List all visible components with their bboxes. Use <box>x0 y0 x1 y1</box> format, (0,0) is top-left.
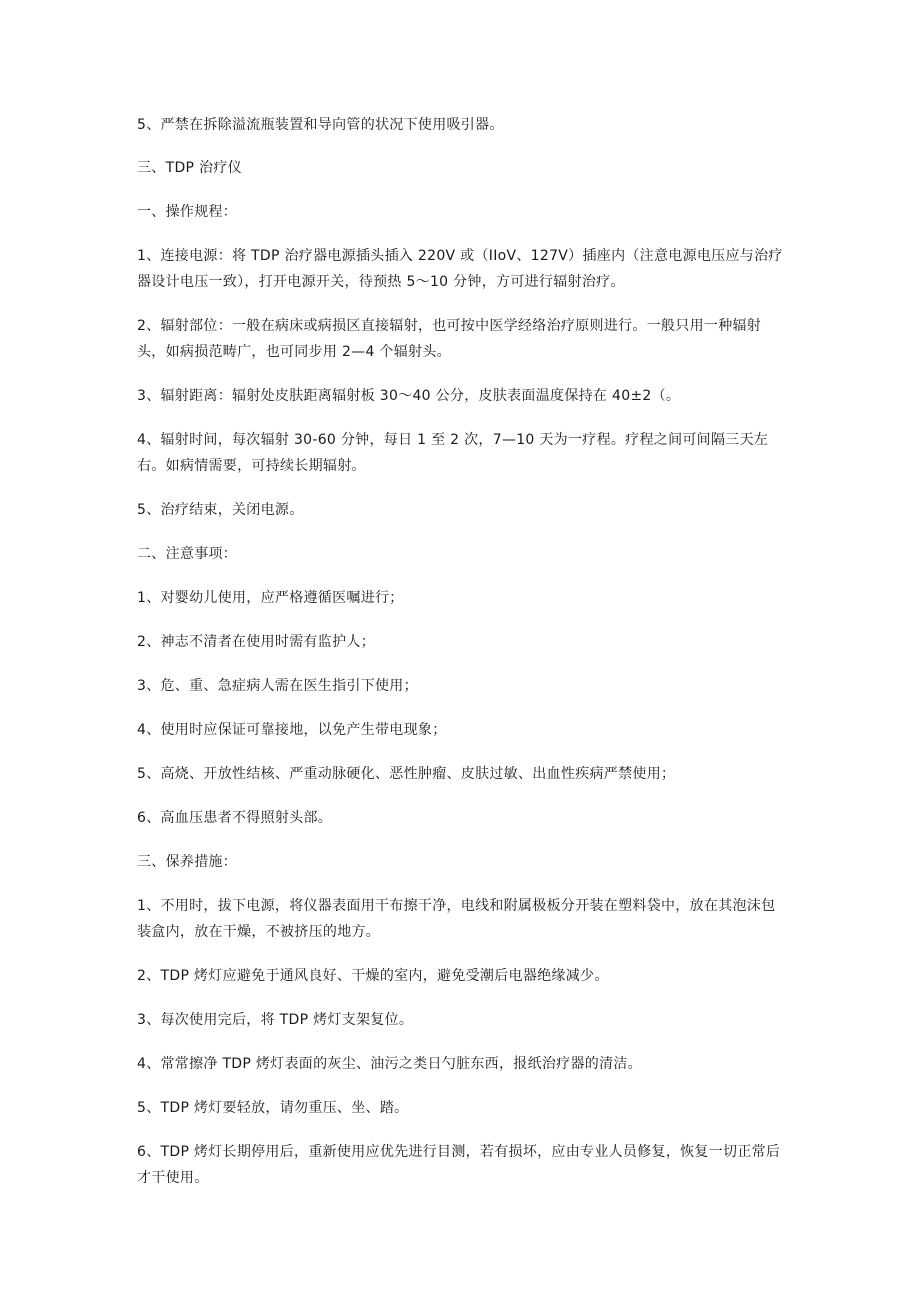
paragraph-hypertension: 6、高血压患者不得照射头部。 <box>137 810 333 826</box>
subheading-precautions: 二、注意事项： <box>137 546 238 562</box>
subheading-operating-procedures: 一、操作规程： <box>137 204 238 220</box>
paragraph-radiation-time: 4、辐射时间，每次辐射 30-60 分钟，每日 1 至 2 次，7—10 天为一疗程。疗程之间可间隔三天左右。如病情需要，可持续长期辐射。 <box>137 432 769 474</box>
paragraph-long-term-storage: 6、TDP 烤灯长期停用后，重新使用应优先进行目测，若有损坏，应由专业人员修复，恢复一切正常后才干使用。 <box>137 1144 781 1186</box>
paragraph-contraindications: 5、高烧、开放性结核、严重动脉硬化、恶性肿瘤、皮肤过敏、出血性疾病严禁使用； <box>137 766 676 782</box>
paragraph-avoid-moisture: 2、TDP 烤灯应避免于通风良好、干燥的室内，避免受潮后电器绝缘减少。 <box>137 968 609 984</box>
paragraph-grounding: 4、使用时应保证可靠接地，以免产生带电现象； <box>137 722 447 738</box>
paragraph-unconscious: 2、神志不清者在使用时需有监护人； <box>137 634 376 650</box>
subheading-maintenance: 三、保养措施： <box>137 854 238 870</box>
paragraph-handle-gently: 5、TDP 烤灯要轻放，请勿重压、坐、踏。 <box>137 1100 409 1116</box>
paragraph-cleaning: 4、常常擦净 TDP 烤灯表面的灰尘、油污之类日勺脏东西，报纸治疗器的清洁。 <box>137 1056 642 1072</box>
paragraph-suction-prohibition: 5、严禁在拆除溢流瓶装置和导向管的状况下使用吸引器。 <box>137 117 504 133</box>
paragraph-storage: 1、不用时，拔下电源，将仪器表面用干布擦干净，电线和附属极板分开装在塑料袋中，放在其泡沫包装盒内，放在干燥，不被挤压的地方。 <box>137 898 776 940</box>
paragraph-radiation-site: 2、辐射部位：一般在病床或病损区直接辐射，也可按中医学经络治疗原则进行。一般只用一种辐射头，如病损范畴广，也可同步用 2—4 个辐射头。 <box>137 318 762 360</box>
paragraph-infants: 1、对婴幼儿使用，应严格遵循医嘱进行； <box>137 590 404 606</box>
paragraph-reset-stand: 3、每次使用完后，将 TDP 烤灯支架复位。 <box>137 1012 414 1028</box>
paragraph-critical-patients: 3、危、重、急症病人需在医生指引下使用； <box>137 678 418 694</box>
section-heading-tdp: 三、TDP 治疗仪 <box>137 160 242 176</box>
paragraph-connect-power: 1、连接电源：将 TDP 治疗器电源插头插入 220V 或（IIoV、127V）插座内（注意电源电压应与治疗器设计电压一致），打开电源开关，待预热 5～10 分钟，方可进行辐射治疗。 <box>137 248 783 290</box>
paragraph-radiation-distance: 3、辐射距离：辐射处皮肤距离辐射板 30～40 公分，皮肤表面温度保持在 40±2（。 <box>137 388 681 404</box>
paragraph-end-treatment: 5、治疗结束，关闭电源。 <box>137 502 304 518</box>
